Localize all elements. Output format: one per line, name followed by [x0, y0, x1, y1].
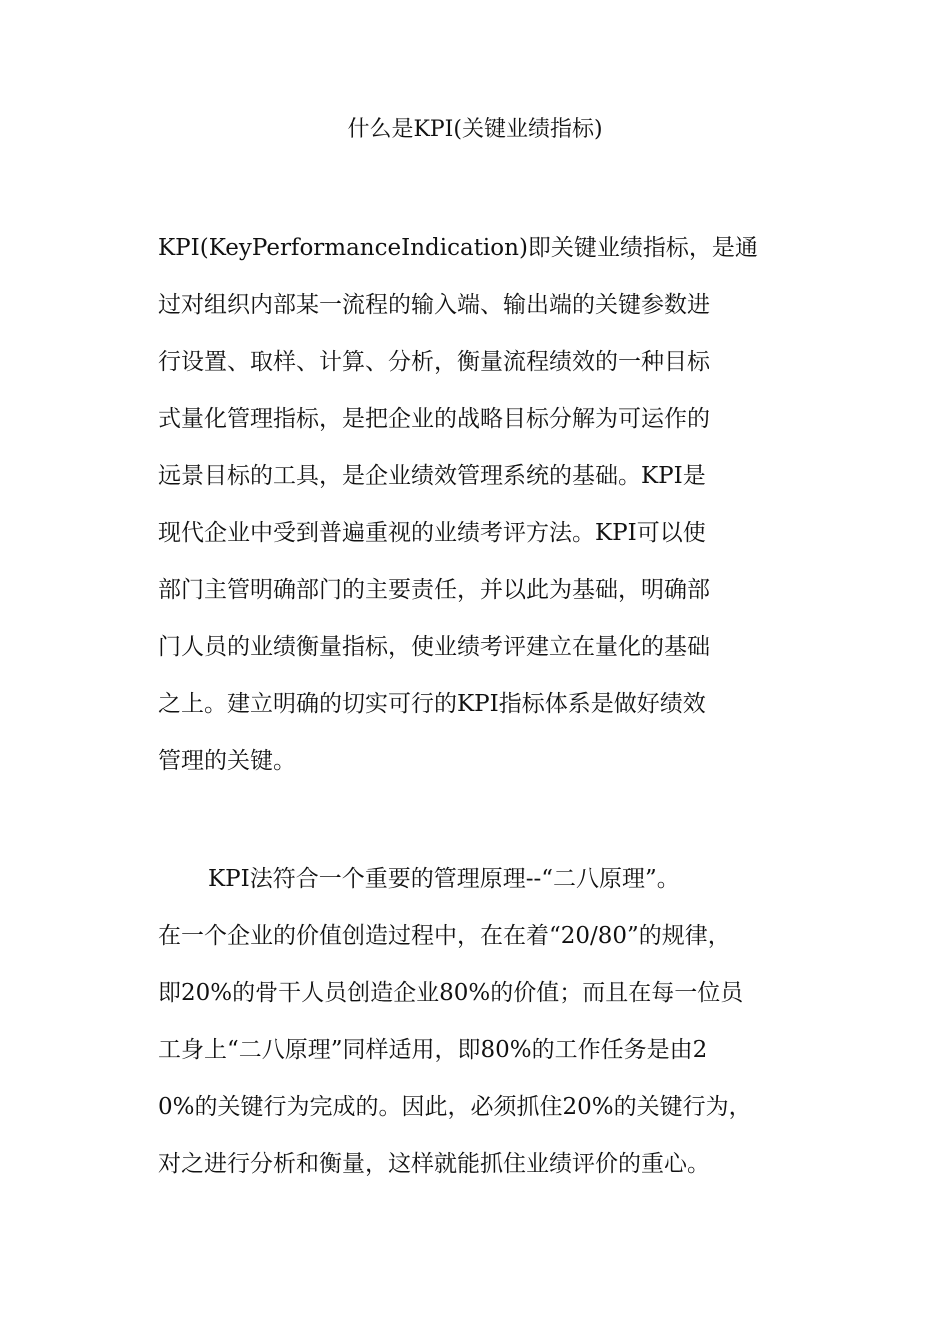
- paragraph1-line-3: 行设置、取样、计算、分析，衡量流程绩效的一种目标: [158, 349, 710, 375]
- paragraph2-line-6: 对之进行分析和衡量，这样就能抓住业绩评价的重心。: [158, 1151, 710, 1177]
- paragraph2-line-2: 在一个企业的价值创造过程中，在在着“20/80”的规律，: [158, 923, 731, 949]
- paragraph1-line-2: 过对组织内部某一流程的输入端、输出端的关键参数进: [158, 292, 710, 318]
- paragraph1-line-10: 管理的关键。: [158, 748, 296, 774]
- paragraph1-line-1: KPI(KeyPerformanceIndication)即关键业绩指标，是通: [158, 235, 758, 261]
- paragraph1-line-9: 之上。建立明确的切实可行的KPI指标体系是做好绩效: [158, 691, 706, 717]
- paragraph2-line-1: KPI法符合一个重要的管理原理--“二八原理”。: [208, 866, 680, 892]
- paragraph2-line-4: 工身上“二八原理”同样适用，即80%的工作任务是由2: [158, 1037, 708, 1063]
- paragraph1-line-4: 式量化管理指标，是把企业的战略目标分解为可运作的: [158, 406, 710, 432]
- paragraph2-line-5: 0%的关键行为完成的。因此，必须抓住20%的关键行为，: [158, 1094, 752, 1120]
- paragraph1-line-5: 远景目标的工具，是企业绩效管理系统的基础。KPI是: [158, 463, 706, 489]
- paragraph2-line-3: 即20%的骨干人员创造企业80%的价值；而且在每一位员: [158, 980, 744, 1006]
- paragraph1-line-7: 部门主管明确部门的主要责任，并以此为基础，明确部: [158, 577, 710, 603]
- document-title: 什么是KPI(关键业绩指标): [347, 117, 603, 142]
- paragraph1-line-6: 现代企业中受到普遍重视的业绩考评方法。KPI可以使: [158, 520, 706, 546]
- paragraph1-line-8: 门人员的业绩衡量指标，使业绩考评建立在量化的基础: [158, 634, 710, 660]
